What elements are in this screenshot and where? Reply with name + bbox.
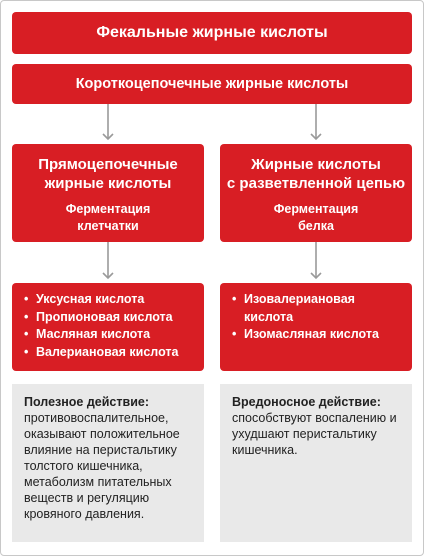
branched-chain-title: Жирные кислоты с разветвленной цепью	[226, 156, 406, 192]
title-text: Фекальные жирные кислоты	[96, 24, 328, 41]
list-item: • Масляная кислота	[24, 326, 194, 344]
list-item: • Уксусная кислота	[24, 291, 194, 309]
list-item: • Валериановая кислота	[24, 344, 194, 362]
straight-chain-box	[12, 144, 204, 242]
branched-chain-subtitle: Ферментация белка	[273, 202, 359, 233]
beneficial-effect-panel	[12, 384, 204, 542]
straight-chain-subtitle: Ферментация клетчатки	[65, 202, 151, 233]
harmful-effect-panel	[220, 384, 412, 542]
list-item: • Изовалериановая кислота	[232, 291, 402, 326]
subtitle-text: Короткоцепочечные жирные кислоты	[75, 76, 349, 92]
straight-chain-title: Прямоцепочечные жирные кислоты	[38, 156, 178, 192]
harmful-effect-title: Вредоносное действие:	[232, 395, 381, 409]
harmful-effect-text: способствуют воспалению и ухудшают перистальтику кишечника.	[232, 411, 397, 457]
list-item: • Изомасляная кислота	[232, 326, 402, 344]
beneficial-effect-title: Полезное действие:	[24, 395, 149, 409]
branched-chain-acid-list	[220, 283, 412, 371]
branched-chain-box	[220, 144, 412, 242]
straight-chain-acid-list	[12, 283, 204, 371]
list-item: • Пропионовая кислота	[24, 309, 194, 327]
beneficial-effect-text: противовоспалительное, оказывают положительное влияние на перистальтику толстого кишечника, метаболизм питательных веществ и регуляцию кровяного давления.	[24, 411, 180, 521]
